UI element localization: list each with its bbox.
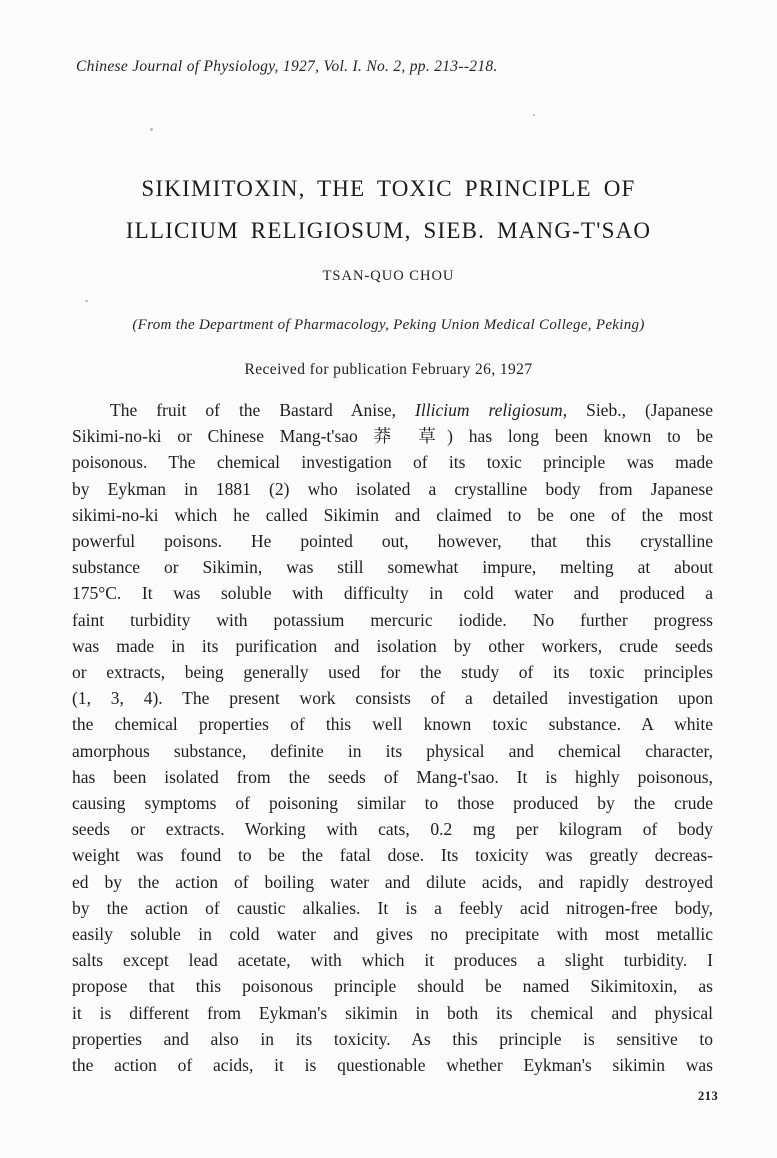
scan-speck bbox=[85, 300, 88, 302]
paper-title bbox=[0, 168, 777, 252]
body-line: Sikimi-no-ki or Chinese Mang-t'sao 莽 草) has long been known to be bbox=[72, 426, 713, 447]
journal-header: Chinese Journal of Physiology, 1927, Vol. I. No. 2, pp. 213--218. bbox=[76, 58, 498, 75]
page-number: 213 bbox=[698, 1089, 719, 1103]
body-line: propose that this poisonous principle should be named Sikimitoxin, as bbox=[72, 976, 713, 997]
body-line: the chemical properties of this well known toxic substance. A white bbox=[72, 714, 713, 735]
paper-title-line2: ILLICIUM RELIGIOSUM, SIEB. MANG-T'SAO bbox=[125, 218, 652, 243]
body-line: substance or Sikimin, was still somewhat impure, melting at about bbox=[72, 557, 713, 578]
body-line: powerful poisons. He pointed out, however, that this crystalline bbox=[72, 531, 713, 552]
body-line: seeds or extracts. Working with cats, 0.2 mg per kilogram of body bbox=[72, 819, 713, 840]
body-line: (1, 3, 4). The present work consists of a detailed investigation upon bbox=[72, 688, 713, 709]
body-line: by the action of caustic alkalies. It is a feebly acid nitrogen-free body, bbox=[72, 897, 713, 918]
body-line: causing symptoms of poisoning similar to those produced by the crude bbox=[72, 793, 713, 814]
scan-speck bbox=[533, 114, 535, 116]
body-line: easily soluble in cold water and gives no precipitate with most metallic bbox=[72, 924, 713, 945]
body-paragraph bbox=[72, 397, 713, 1078]
body-line: weight was found to be the fatal dose. Its toxicity was greatly decreas- bbox=[72, 845, 713, 866]
body-line: has been isolated from the seeds of Mang-t'sao. It is highly poisonous, bbox=[72, 766, 713, 787]
paper-title-line1: SIKIMITOXIN, THE TOXIC PRINCIPLE OF bbox=[141, 176, 636, 201]
body-line: amorphous substance, definite in its physical and chemical character, bbox=[72, 740, 713, 761]
body-line bbox=[72, 397, 713, 423]
body-line: or extracts, being generally used for the study of its toxic principles bbox=[72, 662, 713, 683]
body-line: was made in its purification and isolation by other workers, crude seeds bbox=[72, 635, 713, 656]
body-text-segment: , Sieb., (Japanese bbox=[562, 400, 713, 420]
body-line: ed by the action of boiling water and dilute acids, and rapidly destroyed bbox=[72, 871, 713, 892]
body-line: properties and also in its toxicity. As this principle is sensitive to bbox=[72, 1028, 713, 1049]
body-line: sikimi-no-ki which he called Sikimin and claimed to be one of the most bbox=[72, 504, 713, 525]
body-line: faint turbidity with potassium mercuric iodide. No further progress bbox=[72, 609, 713, 630]
body-line: the action of acids, it is questionable whether Eykman's sikimin was bbox=[72, 1055, 713, 1076]
body-line: poisonous. The chemical investigation of its toxic principle was made bbox=[72, 452, 713, 473]
body-line: 175°C. It was soluble with difficulty in cold water and produced a bbox=[72, 583, 713, 604]
body-line: salts except lead acetate, with which it produces a slight turbidity. I bbox=[72, 950, 713, 971]
affiliation: (From the Department of Pharmacology, Peking Union Medical College, Peking) bbox=[132, 317, 645, 333]
body-text-segment: The fruit of the Bastard Anise, bbox=[110, 400, 416, 420]
scan-speck bbox=[150, 128, 153, 131]
body-line: by Eykman in 1881 (2) who isolated a crystalline body from Japanese bbox=[72, 478, 713, 499]
author-name: TSAN-QUO CHOU bbox=[322, 268, 455, 284]
species-name-italic: Illicium religiosum bbox=[415, 400, 563, 420]
body-line: it is different from Eykman's sikimin in both its chemical and physical bbox=[72, 1002, 713, 1023]
received-for-publication: Received for publication February 26, 1927 bbox=[244, 361, 533, 378]
